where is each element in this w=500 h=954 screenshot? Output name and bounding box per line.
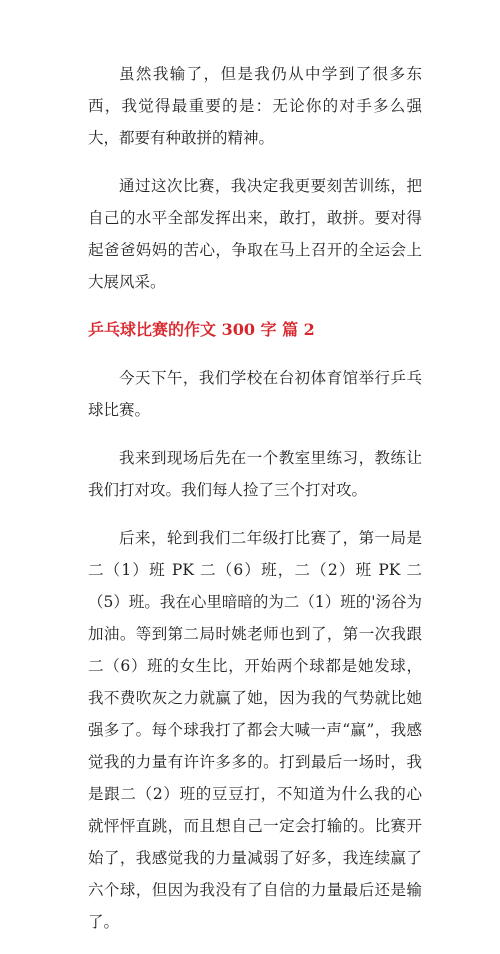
document-content (88, 58, 422, 954)
paragraph: 通过这次比赛，我决定我更要刻苦训练，把自己的水平全部发挥出来，敢打，敢拼。要对得起爸爸妈妈的苦心，争取在马上召开的全运会上大展风采。 (88, 177, 422, 291)
paragraph: 虽然我输了，但是我仍从中学到了很多东西，我觉得最重要的是：无论你的对手多么强大，都要有种敢拼的精神。 (88, 65, 422, 147)
paragraph: 后来，轮到我们二年级打比赛了，第一局是二（1）班 PK 二（6）班，二（2）班 PK 二（5）班。我在心里暗暗的为二（1）班的'汤谷为加油。等到第二局时姚老师也到了，第一次我跟二（6）班的女生比，开始两个球都是她发球，我不费吹灰之力就赢了她，因为我的气势就比她强多了。每个球我打了都会大喊一声“赢”，我感觉我的力量有许许多多的。打到最后一场时，我是跟二（2）班的豆豆打，不知道为什么我的心就怦怦直跳，而且想自己一定会打输的。比赛开始了，我感觉我的力量减弱了好多，我连续赢了六个球，但因为我没有了自信的力量最后还是输了。 (88, 529, 422, 931)
section-heading: 乒乓球比赛的作文 300 字 篇 2 (88, 320, 315, 339)
paragraph: 我来到现场后先在一个教室里练习，教练让我们打对攻。我们每人捡了三个打对攻。 (88, 449, 422, 499)
paragraph: 今天下午，我们学校在台初体育馆举行乒乓球比赛。 (88, 369, 422, 419)
